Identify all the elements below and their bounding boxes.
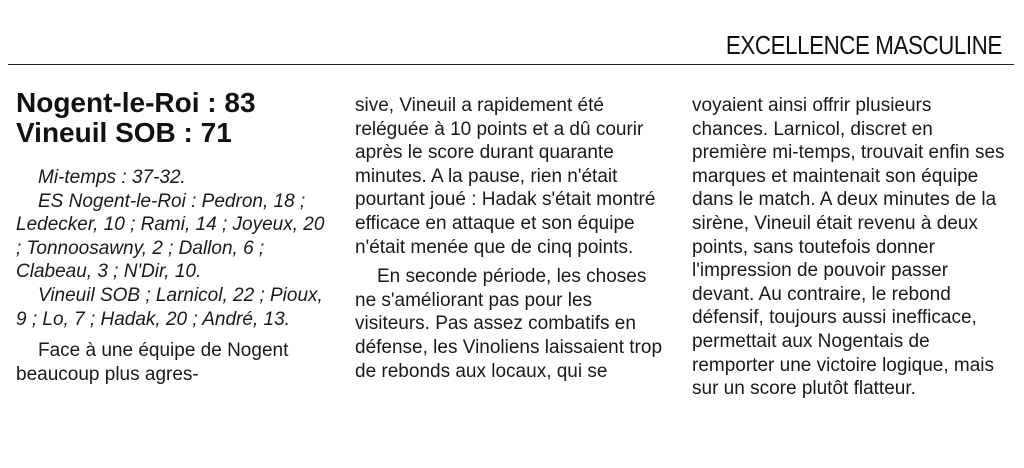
- article-para-1-start: Face à une équipe de Nogent beaucoup plus agres-: [16, 340, 289, 385]
- section-label: EXCELLENCE MASCULINE: [726, 30, 1002, 60]
- team1-lineup: ES Nogent-le-Roi : Pedron, 18 ; Ledecker, 10 ; Rami, 14 ; Joyeux, 20 ; Tonnoosawny, 2 ; Dallon, 6 ; Clabeau, 3 ; N'Dir, 10.: [16, 190, 325, 283]
- article-intro: [16, 339, 334, 386]
- column-1: [16, 88, 334, 386]
- column-2: [355, 94, 667, 383]
- headline-line-2: Vineuil SOB : 71: [16, 117, 232, 148]
- halftime-score: Mi-temps : 37-32.: [38, 167, 186, 188]
- article-para-2: En seconde période, les choses ne s'améliorant pas pour les visiteurs. Pas assez combatifs en défense, les Vinoliens laissaient trop de rebonds aux locaux, qui se: [355, 266, 663, 382]
- section-rule: [8, 64, 1014, 65]
- headline-line-1: Nogent-le-Roi : 83: [16, 87, 256, 118]
- match-box-score: [16, 166, 334, 331]
- column-3: [692, 94, 1010, 401]
- team2-lineup: Vineuil SOB ; Larnicol, 22 ; Pioux, 9 ; Lo, 7 ; Hadak, 20 ; André, 13.: [16, 284, 323, 330]
- article-para-2-cont: voyaient ainsi offrir plusieurs chances. Larnicol, discret en première mi-temps, trouvait enfin ses marques et maintenait son équipe dans le match. A deux minutes de la sirène, Vineuil était revenu à deux points, sans toutefois donner l'impression de pouvoir passer devant. Au contraire, le rebond défensif, toujours aussi inefficace, permettait aux Nogentais de remporter une victoire logique, mais sur un score plutôt flatteur.: [692, 95, 1005, 400]
- article-para-1-cont: sive, Vineuil a rapidement été reléguée à 10 points et a dû courir après le score durant quarante minutes. A la pause, rien n'était pourtant joué : Hadak s'était montré efficace en attaque et son équipe n'était menée que de cinq points.: [355, 95, 656, 258]
- headline: [16, 88, 334, 148]
